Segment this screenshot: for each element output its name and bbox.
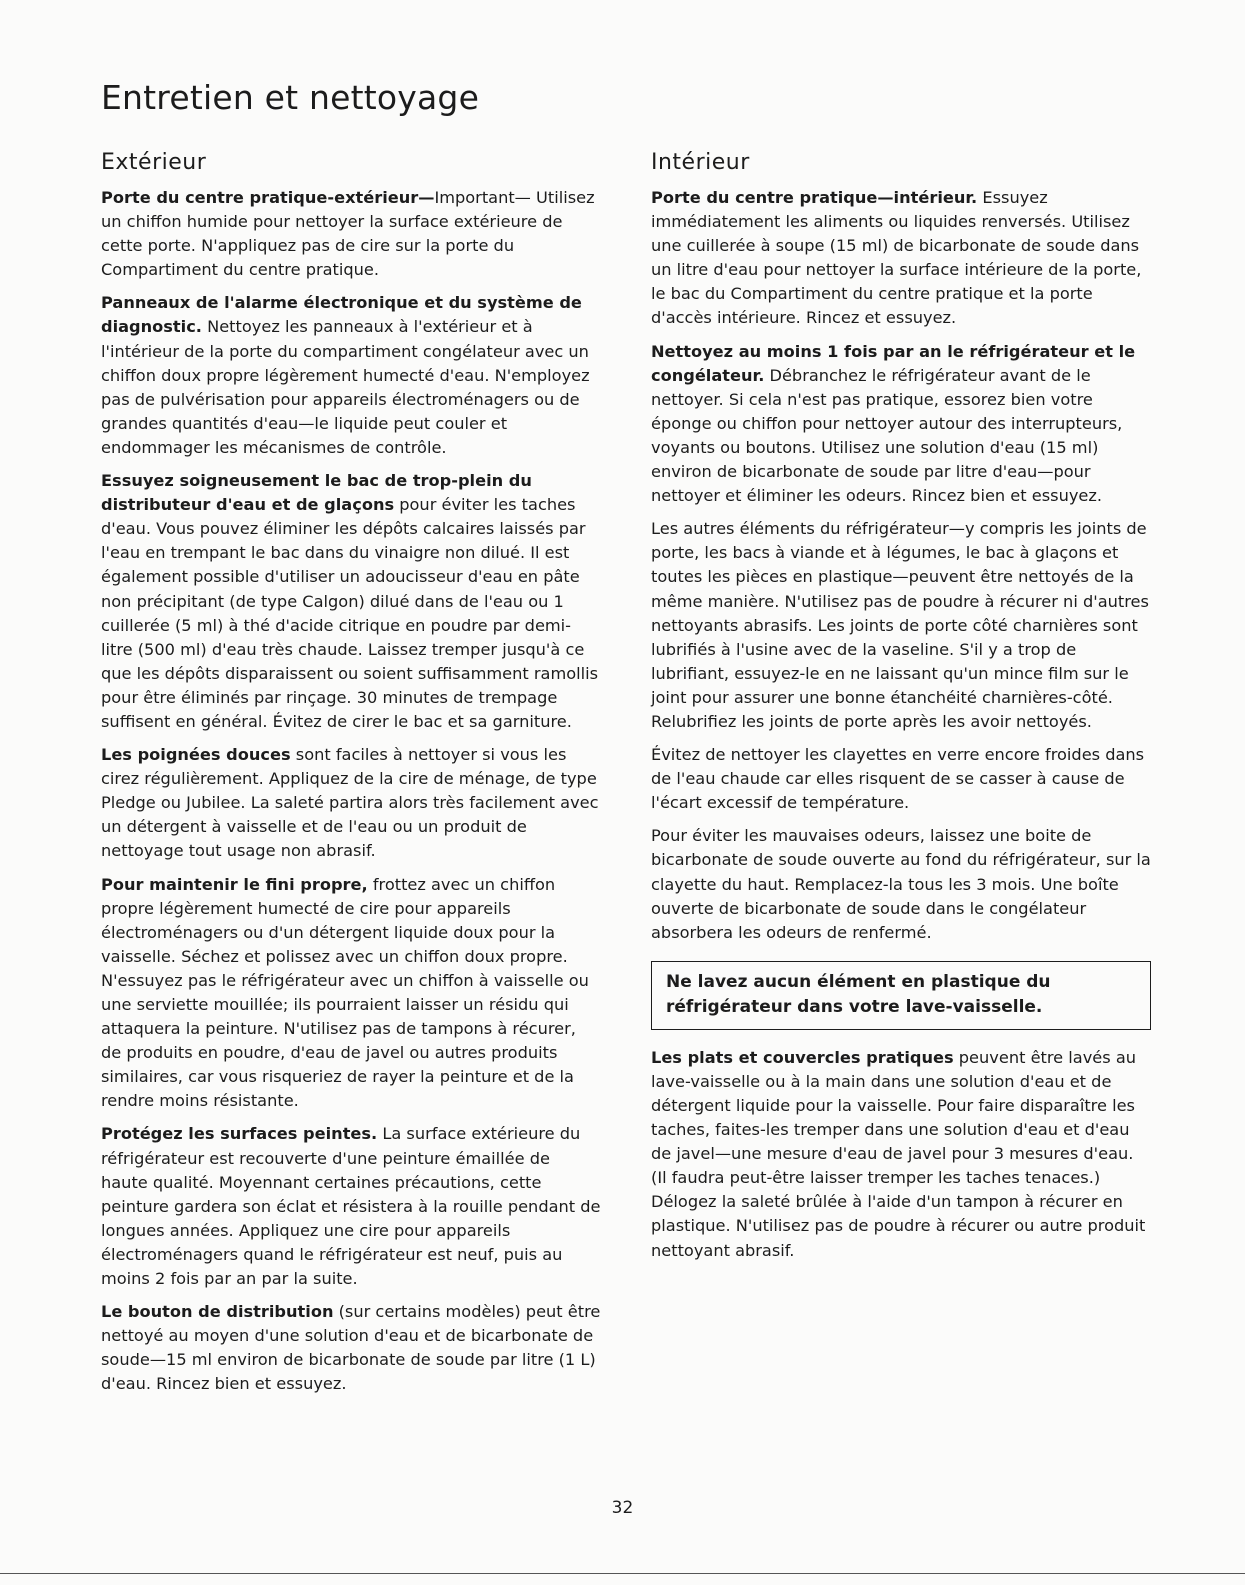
page-number: 32 bbox=[611, 1498, 634, 1518]
paragraph-text: Les autres éléments du réfrigérateur—y compris les joints de porte, les bacs à viande et à légumes, le bac à glaçons et toutes les pièces en plastique—peuvent être nettoyés de la même manière. N'utilisez pas de poudre à récurer ni d'autres nettoyants abrasifs. Les joints de porte côté charnières sont lubrifiés à l'usine avec de la vaseline. S'il y a trop de lubrifiant, essuyez-le en ne laissant qu'un mince film sur le joint pour assurer une bonne étanchéité charnières-côté. Relubrifiez les joints de porte après les avoir nettoyés. bbox=[651, 519, 1149, 731]
paragraph-text: Important— Utilisez un chiffon humide pour nettoyer la surface extérieure de cette porte. N'appliquez pas de cire sur la porte du Compartiment du centre pratique. bbox=[101, 188, 595, 280]
paragraph-text: peuvent être lavés au lave-vaisselle ou à la main dans une solution d'eau et de détergent liquide pour la vaisselle. Pour faire disparaître les taches, faites-les tremper dans une solution d'eau et d'eau de javel—une mesure d'eau de javel pour 3 mesures d'eau. (Il faudra peut-être laisser tremper les taches tenaces.) Délogez la saleté brûlée à l'aide d'un tampon à récurer en plastique. N'utilisez pas de poudre à récurer ou autre produit nettoyant abrasif. bbox=[651, 1047, 1146, 1260]
paragraph-text: Débranchez le réfrigérateur avant de le nettoyer. Si cela n'est pas pratique, essorez bien votre éponge ou chiffon pour nettoyer autour des interrupteurs, voyants ou boutons. Utilisez une solution d'eau (15 ml) environ de bicarbonate de soude par litre d'eau—pour nettoyer et éliminer les odeurs. Rincez bien et essuyez. bbox=[651, 365, 1123, 506]
bottom-rule bbox=[0, 1573, 1245, 1574]
paragraph bbox=[651, 1046, 1151, 1263]
paragraph-text: sont faciles à nettoyer si vous les cirez régulièrement. Appliquez de la cire de ménage, de type Pledge ou Jubilee. La saleté partira alors très facilement avec un détergent à vaisselle et de l'eau ou un produit de nettoyage tout usage non abrasif. bbox=[101, 745, 599, 861]
paragraph bbox=[651, 340, 1151, 509]
paragraph bbox=[651, 186, 1151, 331]
paragraph-lead: Les poignées douces bbox=[101, 745, 291, 765]
page-title: Entretien et nettoyage bbox=[101, 78, 480, 117]
paragraph-lead: Porte du centre pratique-extérieur— bbox=[101, 188, 435, 207]
paragraph-lead: Essuyez soigneusement le bac de trop-plein du distributeur d'eau et de glaçons bbox=[101, 471, 532, 515]
paragraph-text: Pour éviter les mauvaises odeurs, laissez une boite de bicarbonate de soude ouverte au fond du réfrigérateur, sur la clayette du haut. Remplacez-la tous les 3 mois. Une boîte ouverte de bicarbonate de soude dans le congélateur absorbera les odeurs de renfermé. bbox=[651, 826, 1151, 942]
paragraph bbox=[651, 517, 1151, 734]
interior-heading: Intérieur bbox=[651, 150, 750, 175]
paragraph-lead: Pour maintenir le fini propre, bbox=[101, 874, 368, 894]
paragraph-text: pour éviter les taches d'eau. Vous pouvez éliminer les dépôts calcaires laissés par l'eau en trempant le bac dans du vinaigre non dilué. Il est également possible d'utiliser un adoucisseur d'eau en pâte non précipitant (de type Calgon) dilué dans de l'eau ou 1 cuillerée (5 ml) à thé d'acide citrique en poudre par demi-litre (500 ml) d'eau très chaude. Laissez tremper jusqu'à ce que les dépôts disparaissent ou soient suffisamment ramollis pour être éliminés par rinçage. 30 minutes de trempage suffisent en général. Évitez de cirer le bac et sa garniture. bbox=[101, 495, 599, 731]
paragraph-text: (sur certains modèles) peut être nettoyé au moyen d'une solution d'eau et de bicarbonate de soude—15 ml environ de bicarbonate de soude par litre (1 L) d'eau. Rincez bien et essuyez. bbox=[101, 1302, 601, 1394]
paragraph bbox=[101, 186, 601, 282]
paragraph-lead: Nettoyez au moins 1 fois par an le réfrigérateur et le congélateur. bbox=[651, 341, 1136, 385]
paragraph-lead: Panneaux de l'alarme électronique et du système de diagnostic. bbox=[101, 293, 582, 337]
paragraph-lead: Les plats et couvercles pratiques bbox=[651, 1047, 954, 1067]
paragraph bbox=[101, 1122, 601, 1291]
paragraph-text: Nettoyez les panneaux à l'extérieur et à l'intérieur de la porte du compartiment congélateur avec un chiffon doux propre légèrement humecté d'eau. N'employez pas de pulvérisation pour appareils électroménagers ou de grandes quantités d'eau—le liquide peut couler et endommager les mécanismes de contrôle. bbox=[101, 317, 590, 457]
paragraph-text: La surface extérieure du réfrigérateur est recouverte d'une peinture émaillée de haute qualité. Moyennant certaines précautions, cette peinture gardera son éclat et résistera à la rouille pendant de longues années. Appliquez une cire pour appareils électroménagers quand le réfrigérateur est neuf, puis au moins 2 fois par an par la suite. bbox=[101, 1124, 601, 1289]
interior-column bbox=[651, 150, 1151, 1272]
exterior-column bbox=[101, 150, 601, 1406]
paragraph-lead: Porte du centre pratique—intérieur. bbox=[651, 188, 978, 207]
paragraph-lead: Le bouton de distribution bbox=[101, 1302, 334, 1322]
paragraph bbox=[101, 469, 601, 734]
paragraph bbox=[101, 873, 601, 1114]
paragraph bbox=[651, 743, 1151, 815]
paragraph bbox=[101, 291, 601, 460]
dishwasher-warning-box: Ne lavez aucun élément en plastique du réfrigérateur dans votre lave-vaisselle. bbox=[651, 961, 1151, 1030]
paragraph-text: Évitez de nettoyer les clayettes en verre encore froides dans de l'eau chaude car elles risquent de se casser à cause de l'écart excessif de température. bbox=[651, 745, 1145, 813]
paragraph bbox=[651, 824, 1151, 944]
paragraph-text: frottez avec un chiffon propre légèrement humecté de cire pour appareils électroménagers ou d'un détergent liquide doux pour la vaisselle. Séchez et polissez avec un chiffon doux propre. N'essuyez pas le réfrigérateur avec un chiffon à vaisselle ou une serviette mouillée; ils pourraient laisser un résidu qui attaquera la peinture. N'utilisez pas de tampons à récurer, de produits en poudre, d'eau de javel ou autres produits similaires, car vous risqueriez de rayer la peinture et de la rendre moins résistante. bbox=[101, 874, 589, 1111]
paragraph bbox=[101, 743, 601, 863]
exterior-heading: Extérieur bbox=[101, 150, 207, 175]
paragraph-lead: Protégez les surfaces peintes. bbox=[101, 1124, 378, 1144]
paragraph-text: Essuyez immédiatement les aliments ou liquides renversés. Utilisez une cuillerée à soupe (15 ml) de bicarbonate de soude dans un litre d'eau pour nettoyer la surface intérieure de la porte, le bac du Compartiment du centre pratique et la porte d'accès intérieure. Rincez et essuyez. bbox=[651, 188, 1142, 328]
paragraph bbox=[101, 1300, 601, 1396]
